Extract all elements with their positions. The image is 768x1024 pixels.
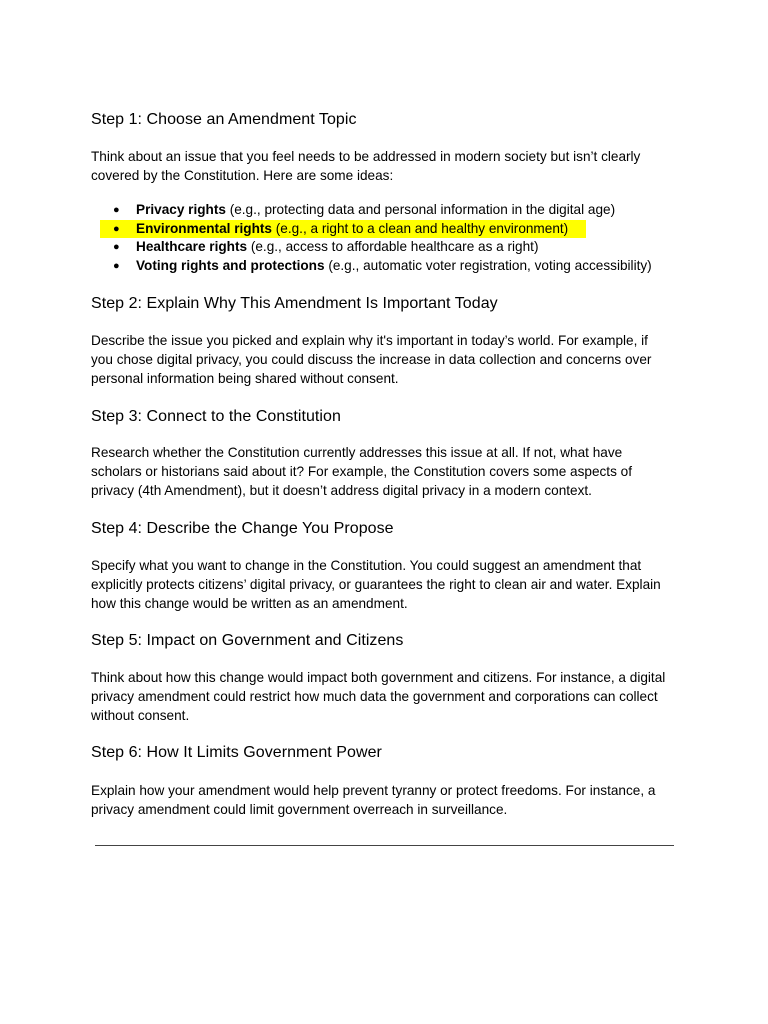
step-5-body-wrap: [91, 668, 676, 725]
ideas-list: [91, 201, 681, 276]
bullet-icon: ●: [113, 241, 120, 254]
idea-term: Environmental rights: [136, 220, 272, 236]
step-6-body: Explain how your amendment would help prevent tyranny or protect freedoms. For instance, a privacy amendment could limit government overreach in surveillance.: [91, 783, 656, 817]
step-2-section: [91, 294, 681, 314]
step-3-heading: Step 3: Connect to the Constitution: [91, 408, 341, 425]
idea-item-voting: [91, 257, 681, 276]
idea-term: Voting rights and protections: [136, 258, 325, 274]
step-3-section: [91, 407, 681, 427]
step-1-body-wrap: [91, 147, 671, 185]
idea-detail: (e.g., protecting data and personal information in the digital age): [225, 202, 616, 217]
step-2-body-wrap: [91, 331, 671, 388]
ideas-list-wrap: [91, 201, 681, 276]
idea-detail: (e.g., automatic voter registration, voting accessibility): [324, 258, 652, 274]
step-6-section: [91, 743, 681, 763]
step-1-body: Think about an issue that you feel needs to be addressed in modern society but isn’t clearly covered by the Constitution. Here are some ideas:: [91, 149, 641, 183]
idea-detail: (e.g., a right to a clean and healthy environment): [271, 220, 569, 236]
step-1-section: [91, 110, 681, 130]
step-6-body-wrap: [91, 781, 676, 819]
step-4-section: [91, 519, 681, 539]
bullet-icon: ●: [113, 222, 120, 235]
bullet-icon: ●: [113, 204, 120, 216]
idea-term: Healthcare rights: [136, 239, 248, 255]
step-4-body: Specify what you want to change in the Constitution. You could suggest an amendment that explicitly protects citizens’ digital privacy, or guarantees the right to clean air and water. Explain how this change would be written as an amendment.: [91, 558, 661, 611]
step-5-section: [91, 631, 681, 651]
step-6-heading: Step 6: How It Limits Government Power: [91, 744, 382, 761]
step-2-heading: Step 2: Explain Why This Amendment Is Important Today: [91, 295, 498, 312]
step-5-body: Think about how this change would impact both government and citizens. For instance, a digital privacy amendment could restrict how much data the government and corporations can collect without consent.: [91, 670, 666, 723]
idea-item-environmental: [91, 220, 681, 239]
step-2-body: Describe the issue you picked and explain why it's important in today’s world. For example, if you chose digital privacy, you could discuss the increase in data collection and concerns over personal information being shared without consent.: [91, 333, 652, 386]
horizontal-rule: [95, 845, 674, 846]
step-4-body-wrap: [91, 556, 676, 613]
step-1-heading: Step 1: Choose an Amendment Topic: [91, 111, 357, 128]
idea-item-healthcare: [91, 238, 681, 257]
idea-term: Privacy rights: [136, 202, 226, 217]
bullet-icon: ●: [113, 260, 120, 273]
step-3-body-wrap: [91, 443, 671, 500]
step-4-heading: Step 4: Describe the Change You Propose: [91, 520, 394, 537]
idea-detail: (e.g., access to affordable healthcare as a right): [247, 239, 539, 255]
step-3-body: Research whether the Constitution currently addresses this issue at all. If not, what have scholars or historians said about it? For example, the Constitution covers some aspects of privacy (4th Amendment), but it doesn’t address digital privacy in a modern context.: [91, 445, 632, 498]
idea-item-privacy: [91, 201, 681, 220]
step-5-heading: Step 5: Impact on Government and Citizens: [91, 632, 404, 649]
